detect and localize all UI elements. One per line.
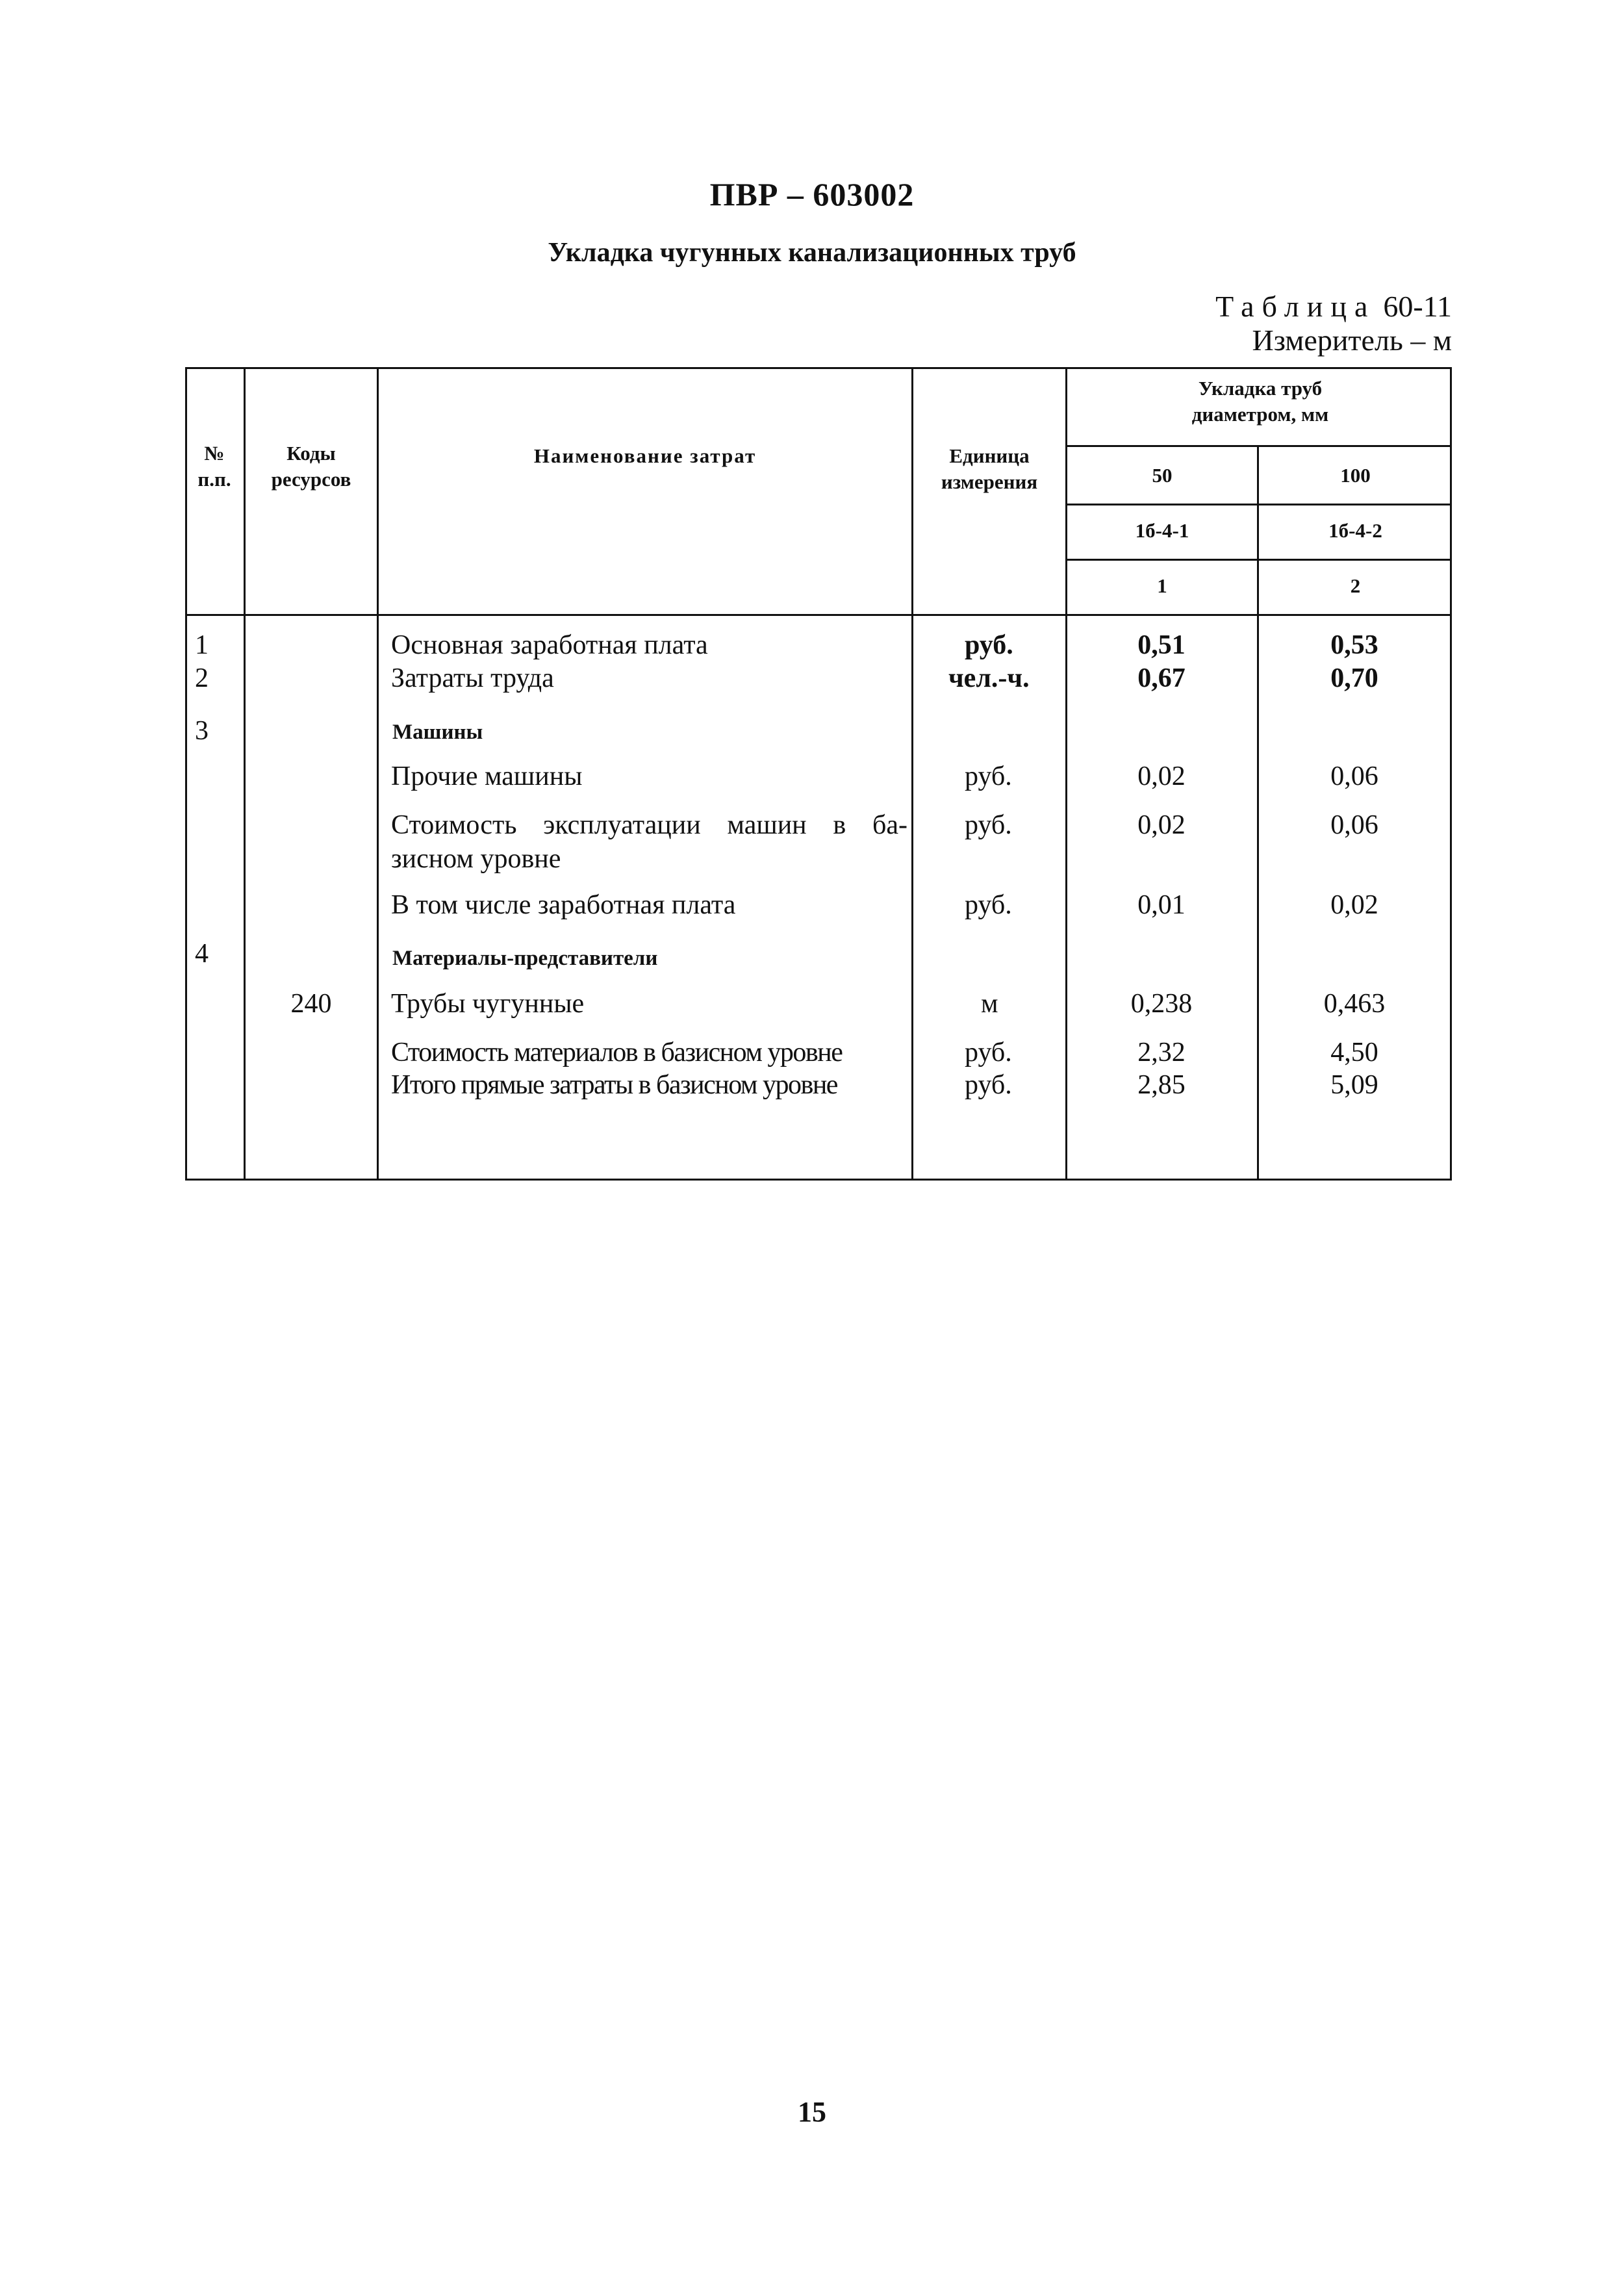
row-unit: руб. bbox=[965, 1070, 1012, 1100]
row-number: 3 bbox=[195, 716, 209, 746]
row-number: 4 bbox=[195, 939, 209, 969]
row-name-line-1: Стоимость эксплуатации машин в ба- bbox=[391, 810, 907, 840]
table-number-line bbox=[1215, 289, 1452, 324]
header-codes: Коды ресурсов bbox=[271, 442, 351, 491]
row-value-100: 0,06 bbox=[1330, 761, 1378, 791]
row-value-50: 2,85 bbox=[1137, 1070, 1186, 1100]
header-code-1: 1б-4-1 bbox=[1135, 519, 1189, 542]
page-number: 15 bbox=[798, 2096, 826, 2128]
row-value-100: 4,50 bbox=[1330, 1038, 1378, 1067]
row-name: Стоимость материалов в базисном уровне bbox=[391, 1038, 843, 1067]
row-name: В том числе заработная плата bbox=[391, 890, 736, 920]
header-no: № п.п. bbox=[197, 442, 231, 491]
row-unit: руб. bbox=[965, 761, 1012, 791]
row-value-50: 0,01 bbox=[1137, 890, 1186, 920]
row-value-50: 2,32 bbox=[1137, 1038, 1186, 1067]
row-name: Основная заработная плата bbox=[391, 630, 708, 660]
row-name: Итого прямые затраты в базисном уровне bbox=[391, 1070, 837, 1100]
table-divider bbox=[1065, 559, 1452, 561]
section-heading-machines: Машины bbox=[392, 721, 483, 744]
row-value-100: 0,53 bbox=[1330, 630, 1378, 660]
row-unit: руб. bbox=[965, 810, 1012, 840]
row-number: 2 bbox=[195, 663, 209, 693]
header-diameter-100: 100 bbox=[1340, 464, 1371, 487]
row-unit: м bbox=[981, 989, 998, 1019]
unit-note: Измеритель – м bbox=[1252, 324, 1452, 357]
table-divider bbox=[185, 614, 1452, 616]
table-word: Таблица bbox=[1215, 290, 1376, 323]
row-value-100: 0,463 bbox=[1323, 989, 1386, 1019]
row-name-line-2: зисном уровне bbox=[391, 844, 561, 874]
row-name: Затраты труда bbox=[391, 663, 554, 693]
header-col-2: 2 bbox=[1350, 574, 1361, 597]
row-resource-code: 240 bbox=[290, 989, 332, 1019]
header-unit: Единица измерения bbox=[941, 444, 1038, 494]
row-value-100: 0,70 bbox=[1330, 663, 1378, 693]
row-value-100: 0,06 bbox=[1330, 810, 1378, 840]
header-name: Наименование затрат bbox=[533, 444, 757, 467]
row-number: 1 bbox=[195, 630, 209, 660]
table-divider bbox=[1257, 445, 1259, 1181]
header-group: Укладка труб диаметром, мм bbox=[1191, 377, 1329, 426]
header-code-2: 1б-4-2 bbox=[1328, 519, 1382, 542]
row-value-50: 0,02 bbox=[1137, 761, 1186, 791]
row-unit: чел.-ч. bbox=[948, 663, 1030, 693]
table-divider bbox=[1065, 504, 1452, 505]
header-col-1: 1 bbox=[1157, 574, 1167, 597]
table-number: 60-11 bbox=[1383, 290, 1452, 323]
header-diameter-50: 50 bbox=[1152, 464, 1173, 487]
row-name: Прочие машины bbox=[391, 761, 583, 791]
section-heading-materials: Материалы-представители bbox=[392, 947, 658, 970]
row-unit: руб. bbox=[965, 1038, 1012, 1067]
row-unit: руб. bbox=[965, 890, 1012, 920]
table-divider bbox=[377, 367, 379, 1181]
row-unit: руб. bbox=[965, 630, 1013, 660]
row-name: Трубы чугунные bbox=[391, 989, 585, 1019]
document-title: Укладка чугунных канализационных труб bbox=[548, 238, 1076, 268]
row-value-100: 0,02 bbox=[1330, 890, 1378, 920]
row-value-50: 0,67 bbox=[1137, 663, 1186, 693]
row-value-50: 0,02 bbox=[1137, 810, 1186, 840]
row-value-50: 0,51 bbox=[1137, 630, 1186, 660]
row-value-50: 0,238 bbox=[1130, 989, 1193, 1019]
document-code: ПВР – 603002 bbox=[709, 176, 915, 212]
row-value-100: 5,09 bbox=[1330, 1070, 1378, 1100]
table-divider bbox=[1065, 445, 1452, 447]
